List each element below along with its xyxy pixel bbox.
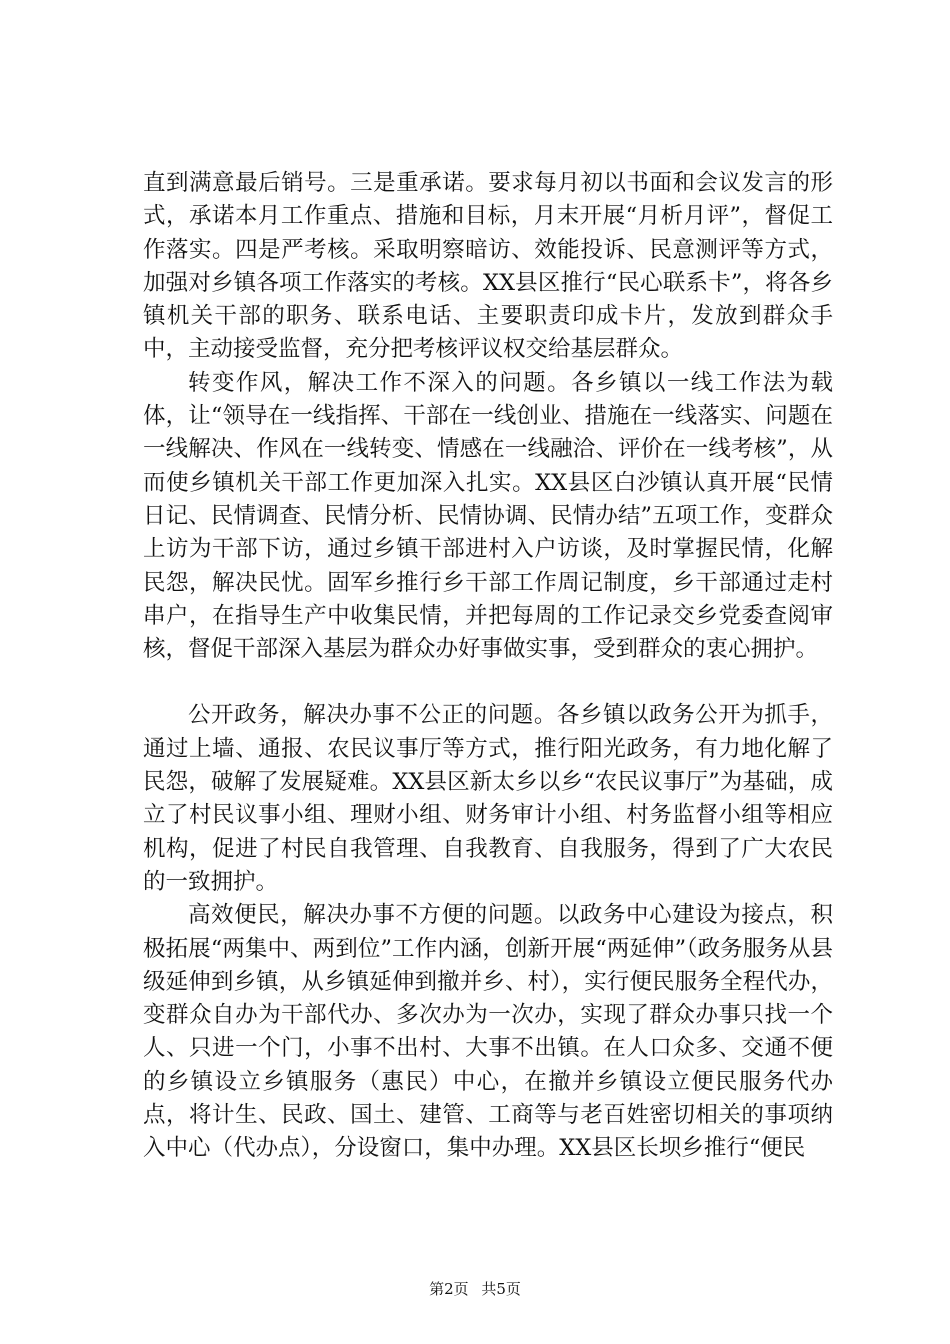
page-number: 第2页 [429, 1280, 469, 1298]
page-footer [0, 1278, 950, 1299]
document-body [143, 167, 833, 1166]
paragraph-continuation: 直到满意最后销号。三是重承诺。要求每月初以书面和会议发言的形式，承诺本月工作重点、措施和目标，月末开展“月析月评”，督促工作落实。四是严考核。采取明察暗访、效能投诉、民意测评等方式，加强对乡镇各项工作落实的考核。XX县区推行“民心联系卡”，将各乡镇机关干部的职务、联系电话、主要职责印成卡片，发放到群众手中，主动接受监督，充分把考核评议权交给基层群众。 [143, 170, 833, 363]
paragraph-open-affairs: 公开政务，解决办事不公正的问题。各乡镇以政务公开为抓手，通过上墙、通报、农民议事厅等方式，推行阳光政务，有力地化解了民怨，破解了发展疑难。XX县区新太乡以乡“农民议事厅”为基础，成立了村民议事小组、理财小组、财务审计小组、村务监督小组等相应机构，促进了村民自我管理、自我教育、自我服务，得到了广大农民的一致拥护。 [143, 702, 833, 895]
page-total: 共5页 [481, 1280, 521, 1298]
paragraph-convenience: 高效便民，解决办事不方便的问题。以政务中心建设为接点，积极拓展“两集中、两到位”工作内涵，创新开展“两延伸”（政务服务从县级延伸到乡镇，从乡镇延伸到撤并乡、村），实行便民服务全程代办，变群众自办为干部代办、多次办为一次办，实现了群众办事只找一个人、只进一个门，小事不出村、大事不出镇。在人口众多、交通不便的乡镇设立乡镇服务（惠民）中心，在撤并乡镇设立便民服务代办点，将计生、民政、国土、建管、工商等与老百姓密切相关的事项纳入中心（代办点），分设窗口，集中办理。XX县区长坝乡推行“便民 [143, 902, 833, 1162]
paragraph-work-style: 转变作风，解决工作不深入的问题。各乡镇以一线工作法为载体，让“领导在一线指挥、干部在一线创业、措施在一线落实、问题在一线解决、作风在一线转变、情感在一线融洽、评价在一线考核”，从而使乡镇机关干部工作更加深入扎实。XX县区白沙镇认真开展“民情日记、民情调查、民情分析、民情协调、民情办结”五项工作，变群众上访为干部下访，通过乡镇干部进村入户访谈，及时掌握民情，化解民怨，解决民忧。固军乡推行乡干部工作周记制度，乡干部通过走村串户，在指导生产中收集民情，并把每周的工作记录交乡党委查阅审核，督促干部深入基层为群众办好事做实事，受到群众的衷心拥护。 [143, 369, 833, 663]
